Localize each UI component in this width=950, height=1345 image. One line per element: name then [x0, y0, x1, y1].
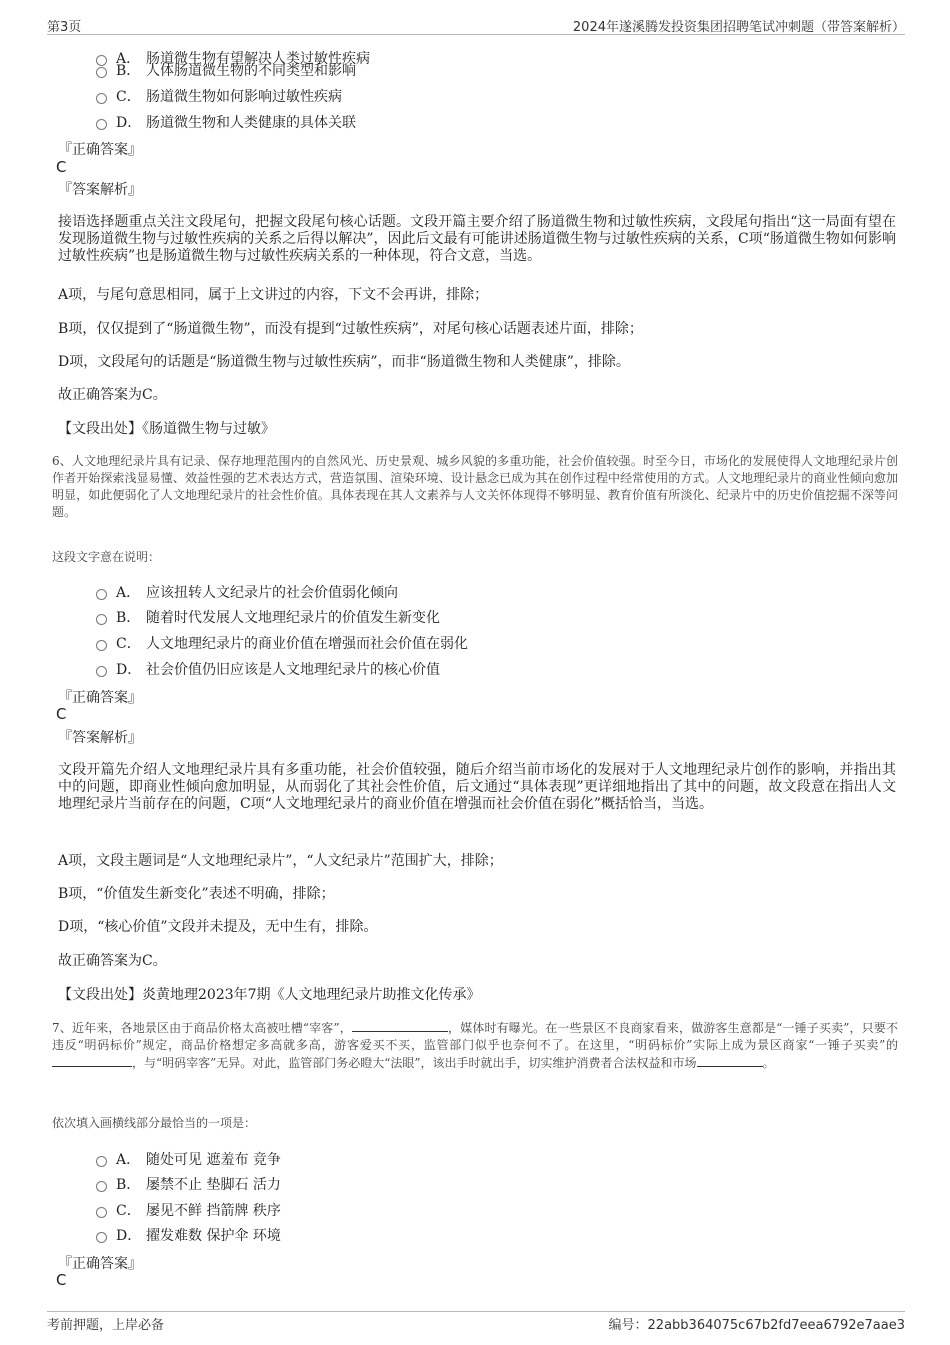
- radio-icon[interactable]: [96, 614, 107, 625]
- header-rule: [47, 34, 905, 35]
- q6-answer: C: [56, 705, 67, 723]
- q6-option-b[interactable]: [96, 607, 440, 627]
- radio-icon[interactable]: [96, 1207, 107, 1218]
- option-letter: B．: [116, 1177, 141, 1193]
- q5-conclusion: 故正确答案为C。: [58, 387, 167, 403]
- radio-icon[interactable]: [96, 119, 107, 130]
- option-letter: A．: [116, 1152, 141, 1168]
- option-letter: C．: [116, 89, 141, 105]
- q5-line-d: D项，文段尾句的话题是“肠道微生物与过敏性疾病”，而非“肠道微生物和人类健康”，排除。: [58, 354, 630, 370]
- q7-answer: C: [56, 1271, 67, 1289]
- radio-icon[interactable]: [96, 666, 107, 677]
- radio-icon[interactable]: [96, 1181, 107, 1192]
- q7-answer-label: 『正确答案』: [58, 1256, 142, 1272]
- q5-line-b: B项，仅仅提到了“肠道微生物”，而没有提到“过敏性疾病”，对尾句核心话题表述片面，排除；: [58, 321, 643, 337]
- option-letter: B．: [116, 610, 141, 626]
- option-text: 随处可见 遮羞布 竞争: [146, 1152, 281, 1168]
- option-text: 应该扭转人文纪录片的社会价值弱化倾向: [146, 585, 398, 601]
- footer-code-value: 22abb364075c67b2fd7eea6792e7aae3: [647, 1318, 905, 1333]
- q6-question: 6、人文地理纪录片具有记录、保存地理范围内的自然风光、历史景观、城乡风貌的多重功能，社会价值较强。时至今日，市场化的发展使得人文地理纪录片创作者开始探索浅显易懂、效益性强的艺术表达方式，营造氛围、渲染环境、设计悬念已成为其在创作过程中经常使用的方式。人文地理纪录片的商业性倾向愈加明显，如此便弱化了人文地理纪录片的社会性价值。具体表现在其人文素养与人文关怀体现得不够明显、教育价值有所淡化、纪录片中的历史价值挖掘不深等问题。: [52, 454, 898, 519]
- q7-blank-3: [697, 1054, 763, 1067]
- q6-analysis: 文段开篇先介绍人文地理纪录片具有多重功能，社会价值较强，随后介绍当前市场化的发展对于人文地理纪录片创作的影响，并指出其中的问题，即商业性倾向愈加明显，从而弱化了其社会性价值，后文通过“具体表现”更详细地指出了其中的问题，故文段意在指出人文地理纪录片当前存在的问题，C项“人文地理纪录片的商业价值在增强而社会价值在弱化”概括恰当，当选。: [58, 762, 896, 812]
- q7-option-a[interactable]: [96, 1149, 281, 1169]
- radio-icon[interactable]: [96, 640, 107, 651]
- radio-icon[interactable]: [96, 1156, 107, 1167]
- option-letter: B．: [116, 63, 141, 79]
- option-text: 肠道微生物有望解决人类过敏性疾病: [146, 51, 370, 67]
- q5-analysis: 接语选择题重点关注文段尾句，把握文段尾句核心话题。文段开篇主要介绍了肠道微生物和过敏性疾病，文段尾句指出“这一局面有望在发现肠道微生物与过敏性疾病的关系之后得以解决”，因此后文最有可能讲述肠道微生物与过敏性疾病的关系，C项“肠道微生物如何影响过敏性疾病”也是肠道微生物与过敏性疾病关系的一种体现，符合文意，当选。: [58, 214, 896, 264]
- q7-prompt: 依次填入画横线部分最恰当的一项是：: [52, 1116, 257, 1130]
- option-text: 屡禁不止 垫脚石 活力: [146, 1177, 281, 1193]
- option-text: 社会价值仍旧应该是人文地理纪录片的核心价值: [146, 662, 440, 678]
- option-text: 肠道微生物如何影响过敏性疾病: [146, 89, 342, 105]
- q6-line-a: A项，文段主题词是“人文地理纪录片”，“人文纪录片”范围扩大，排除；: [58, 853, 503, 869]
- q6-conclusion: 故正确答案为C。: [58, 953, 167, 969]
- footer-slogan: 考前押题，上岸必备: [47, 1318, 165, 1333]
- q6-prompt: 这段文字意在说明：: [52, 550, 161, 564]
- q7-blank-2: [52, 1054, 132, 1067]
- q7-text-1: 7、近年来，各地景区由于商品价格太高被吐槽“宰客”，: [52, 1021, 352, 1035]
- option-text: 肠道微生物和人类健康的具体关联: [146, 115, 356, 131]
- q7-option-c[interactable]: [96, 1200, 281, 1220]
- q7-option-d[interactable]: [96, 1225, 281, 1245]
- q6-option-d[interactable]: [96, 659, 440, 679]
- option-text: 人文地理纪录片的商业价值在增强而社会价值在弱化: [146, 636, 468, 652]
- option-text: 屡见不鲜 挡箭牌 秩序: [146, 1203, 281, 1219]
- q6-source: 【文段出处】炎黄地理2023年7期《人文地理纪录片助推文化传承》: [58, 987, 481, 1003]
- q5-analysis-label: 『答案解析』: [58, 182, 142, 198]
- q7-option-b[interactable]: [96, 1174, 281, 1194]
- q5-source: 【文段出处】《肠道微生物与过敏》: [58, 421, 275, 437]
- option-letter: A．: [116, 51, 141, 67]
- q7-text-2: ，媒体时有曝光。在一些景区不良商家看来，做游客生意都是“一锤子买卖”，只要不违反“明码标价”规定，商品价格想定多高就多高，游客爱买不买，监管部门似乎也奈何不了。在这里，“明码标价”实际上成为景区商家“一锤子买卖”的: [52, 1021, 898, 1052]
- q7-text-3: ，与“明码宰客”无异。对此，监管部门务必瞪大“法眼”，该出手时就出手，切实维护消费者合法权益和市场: [132, 1056, 697, 1070]
- q5-option-b[interactable]: [96, 60, 356, 80]
- option-text: 随着时代发展人文地理纪录片的价值发生新变化: [146, 610, 440, 626]
- q6-line-d: D项，“核心价值”文段并未提及，无中生有，排除。: [58, 919, 378, 935]
- q7-blank-1: [352, 1019, 448, 1032]
- q6-option-a[interactable]: [96, 582, 398, 602]
- option-letter: D．: [116, 115, 142, 131]
- radio-icon[interactable]: [96, 589, 107, 600]
- option-text: 擢发难数 保护伞 环境: [146, 1228, 281, 1244]
- q5-line-a: A项，与尾句意思相同，属于上文讲过的内容，下文不会再讲，排除；: [58, 287, 489, 303]
- radio-icon[interactable]: [96, 67, 107, 78]
- q7-text-4: 。: [762, 1056, 775, 1070]
- option-letter: D．: [116, 662, 142, 678]
- option-letter: C．: [116, 1203, 141, 1219]
- option-letter: D．: [116, 1228, 142, 1244]
- q6-answer-label: 『正确答案』: [58, 690, 142, 706]
- q6-option-c[interactable]: [96, 633, 468, 653]
- q6-analysis-label: 『答案解析』: [58, 730, 142, 746]
- footer-rule: [47, 1311, 905, 1312]
- radio-icon[interactable]: [96, 93, 107, 104]
- q5-answer-label: 『正确答案』: [58, 142, 142, 158]
- q7-question: [52, 1019, 898, 1072]
- q5-answer: C: [56, 158, 67, 176]
- option-letter: C．: [116, 636, 141, 652]
- page-number: 第3页: [47, 20, 82, 35]
- footer-code-label: 编号：: [608, 1318, 648, 1333]
- q5-option-d[interactable]: [96, 112, 356, 132]
- q6-line-b: B项，“价值发生新变化”表述不明确，排除；: [58, 886, 335, 902]
- footer-code: [609, 1314, 905, 1333]
- radio-icon[interactable]: [96, 1232, 107, 1243]
- q5-option-c[interactable]: [96, 86, 342, 106]
- option-text: 人体肠道微生物的不同类型和影响: [146, 63, 356, 79]
- option-letter: A．: [116, 585, 141, 601]
- document-title: 2024年遂溪腾发投资集团招聘笔试冲刺题（带答案解析）: [572, 20, 905, 35]
